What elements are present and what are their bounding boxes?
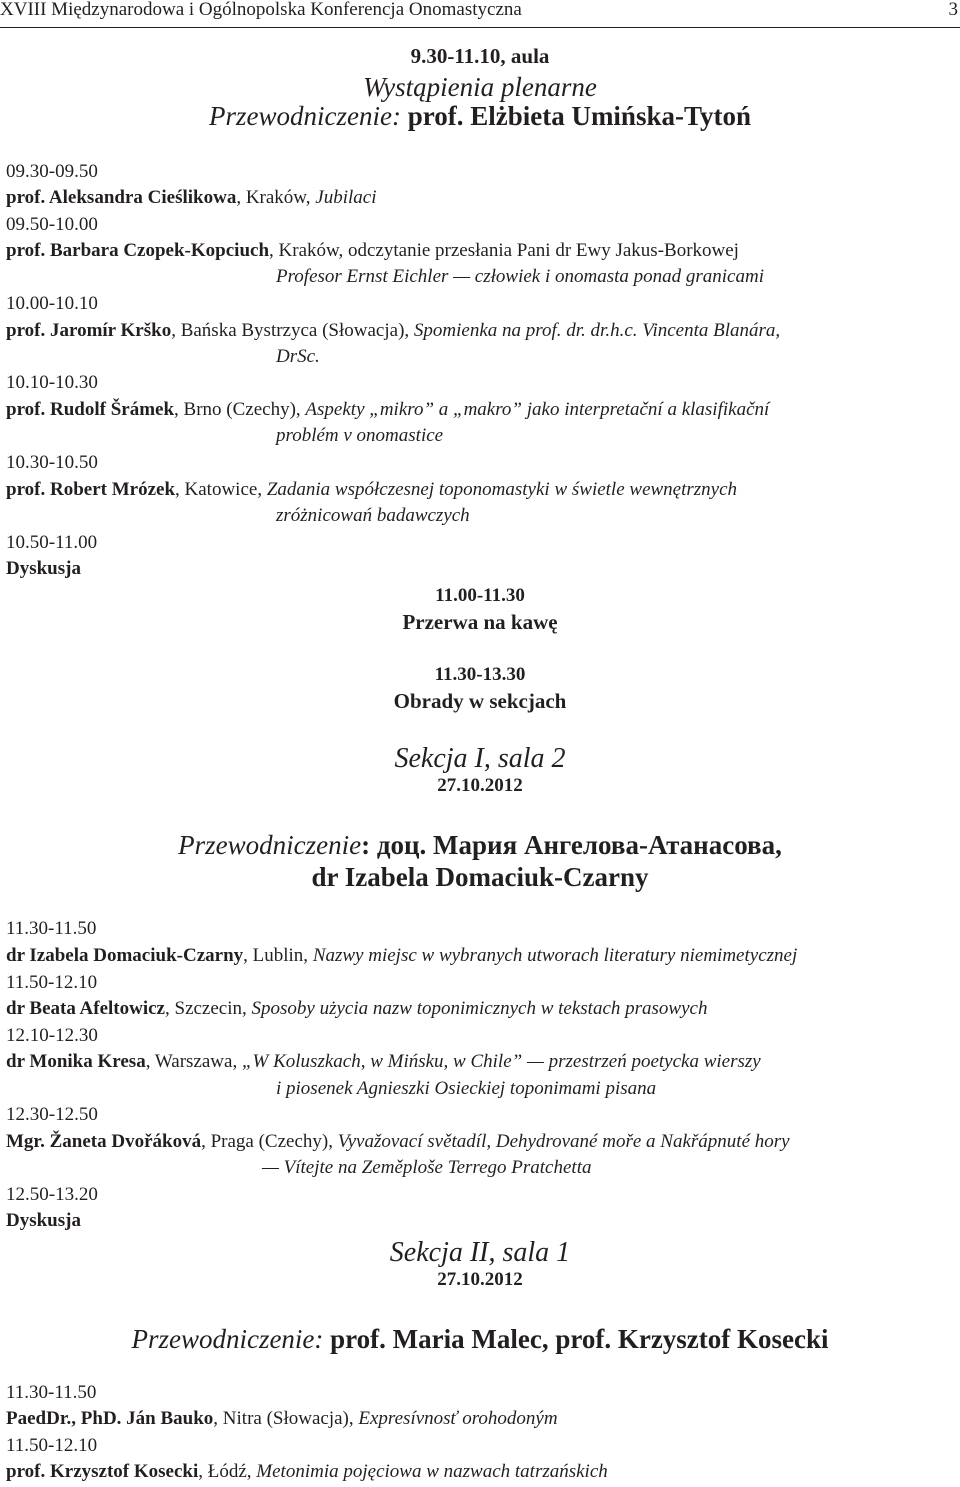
- talk-time: 09.50-10.00: [6, 214, 98, 235]
- talk-entry: prof. Barbara Czopek-Kopciuch, Kraków, odczytanie przesłania Pani dr Ewy Jakus-Borkowej: [6, 240, 739, 261]
- plenary-chair: Przewodniczenie: prof. Elżbieta Umińska-Tytoń: [209, 101, 751, 131]
- talk-entry: PaedDr., PhD. Ján Bauko, Nitra (Słowacja), Expresívnosť orohodoným: [6, 1408, 558, 1429]
- talk-entry: prof. Krzysztof Kosecki, Łódź, Metonimia pojęciowa w nazwach tatrzańskich: [6, 1461, 608, 1482]
- talk-entry: prof. Jaromír Krško, Bańska Bystrzyca (Słowacja), Spomienka na prof. dr. dr.h.c. Vincenta Blanára,: [6, 320, 781, 341]
- talk-time: 09.30-09.50: [6, 161, 98, 182]
- break-time: 11.00-11.30: [435, 585, 525, 606]
- talk-entry: Mgr. Žaneta Dvořáková, Praga (Czechy), Vyvažovací světadíl, Dehydrované moře a Nakřápnuté hory: [6, 1131, 790, 1152]
- page-number: 3: [948, 0, 958, 20]
- section-2-title: Sekcja II, sala 1: [389, 1237, 571, 1268]
- talk-time: 11.50-12.10: [6, 972, 98, 993]
- talk-time: 11.50-12.10: [6, 1435, 98, 1456]
- talk-title-continued: — Vítejte na Zeměploše Terrego Pratchetta: [262, 1157, 592, 1178]
- sections-label: Obrady w sekcjach: [393, 689, 567, 713]
- talk-entry: dr Monika Kresa, Warszawa, „W Koluszkach, w Mińsku, w Chile” — przestrzeń poetycka wierszy: [6, 1051, 761, 1072]
- section-2-date: 27.10.2012: [437, 1269, 523, 1290]
- discussion-time: 12.50-13.20: [6, 1184, 98, 1205]
- talk-time: 10.10-10.30: [6, 372, 98, 393]
- plenary-title: Wystąpienia plenarne: [363, 72, 597, 102]
- discussion-time: 10.50-11.00: [6, 532, 98, 553]
- talk-title-continued: zróżnicowań badawczych: [276, 505, 470, 526]
- talk-title-continued: problém v onomastice: [276, 425, 444, 446]
- talk-entry: dr Beata Afeltowicz, Szczecin, Sposoby użycia nazw toponimicznych w tekstach prasowych: [6, 998, 708, 1019]
- talk-entry: prof. Aleksandra Cieślikowa, Kraków, Jubilaci: [6, 187, 377, 208]
- section-1-date: 27.10.2012: [437, 775, 523, 796]
- section-2-chair: Przewodniczenie: prof. Maria Malec, prof. Krzysztof Kosecki: [131, 1324, 829, 1354]
- talk-title-continued: DrSc.: [276, 346, 320, 367]
- talk-title-continued: i piosenek Agnieszki Osieckiej toponimami pisana: [276, 1078, 657, 1099]
- talk-time: 11.30-11.50: [6, 918, 97, 939]
- talk-time: 12.10-12.30: [6, 1025, 98, 1046]
- talk-entry: dr Izabela Domaciuk-Czarny, Lublin, Nazwy miejsc w wybranych utworach literatury niemimetycznej: [6, 945, 798, 966]
- talk-entry: prof. Robert Mrózek, Katowice, Zadania współczesnej toponomastyki w świetle wewnętrznych: [6, 479, 738, 500]
- talk-entry: prof. Rudolf Šrámek, Brno (Czechy), Aspekty „mikro” a „makro” jako interpretační a klasifikační: [6, 399, 770, 420]
- section-1-title: Sekcja I, sala 2: [394, 743, 566, 774]
- talk-title-continued: Profesor Ernst Eichler — człowiek i onomasta ponad granicami: [276, 266, 764, 287]
- discussion-label: Dyskusja: [6, 1210, 81, 1231]
- running-header: [0, 0, 960, 28]
- section-1-chair-continued: dr Izabela Domaciuk-Czarny: [311, 862, 649, 892]
- sections-time: 11.30-13.30: [434, 664, 526, 685]
- talk-time: 12.30-12.50: [6, 1104, 98, 1125]
- conference-title: XVIII Międzynarodowa i Ogólnopolska Konferencja Onomastyczna: [0, 0, 522, 20]
- section-1-chair: Przewodniczenie: доц. Мария Ангелова-Атанасова,: [178, 830, 782, 860]
- break-label: Przerwa na kawę: [402, 610, 558, 634]
- discussion-label: Dyskusja: [6, 558, 81, 579]
- talk-time: 10.00-10.10: [6, 293, 98, 314]
- talk-time: 11.30-11.50: [6, 1382, 97, 1403]
- plenary-time-place: 9.30-11.10, aula: [410, 44, 550, 68]
- talk-time: 10.30-10.50: [6, 452, 98, 473]
